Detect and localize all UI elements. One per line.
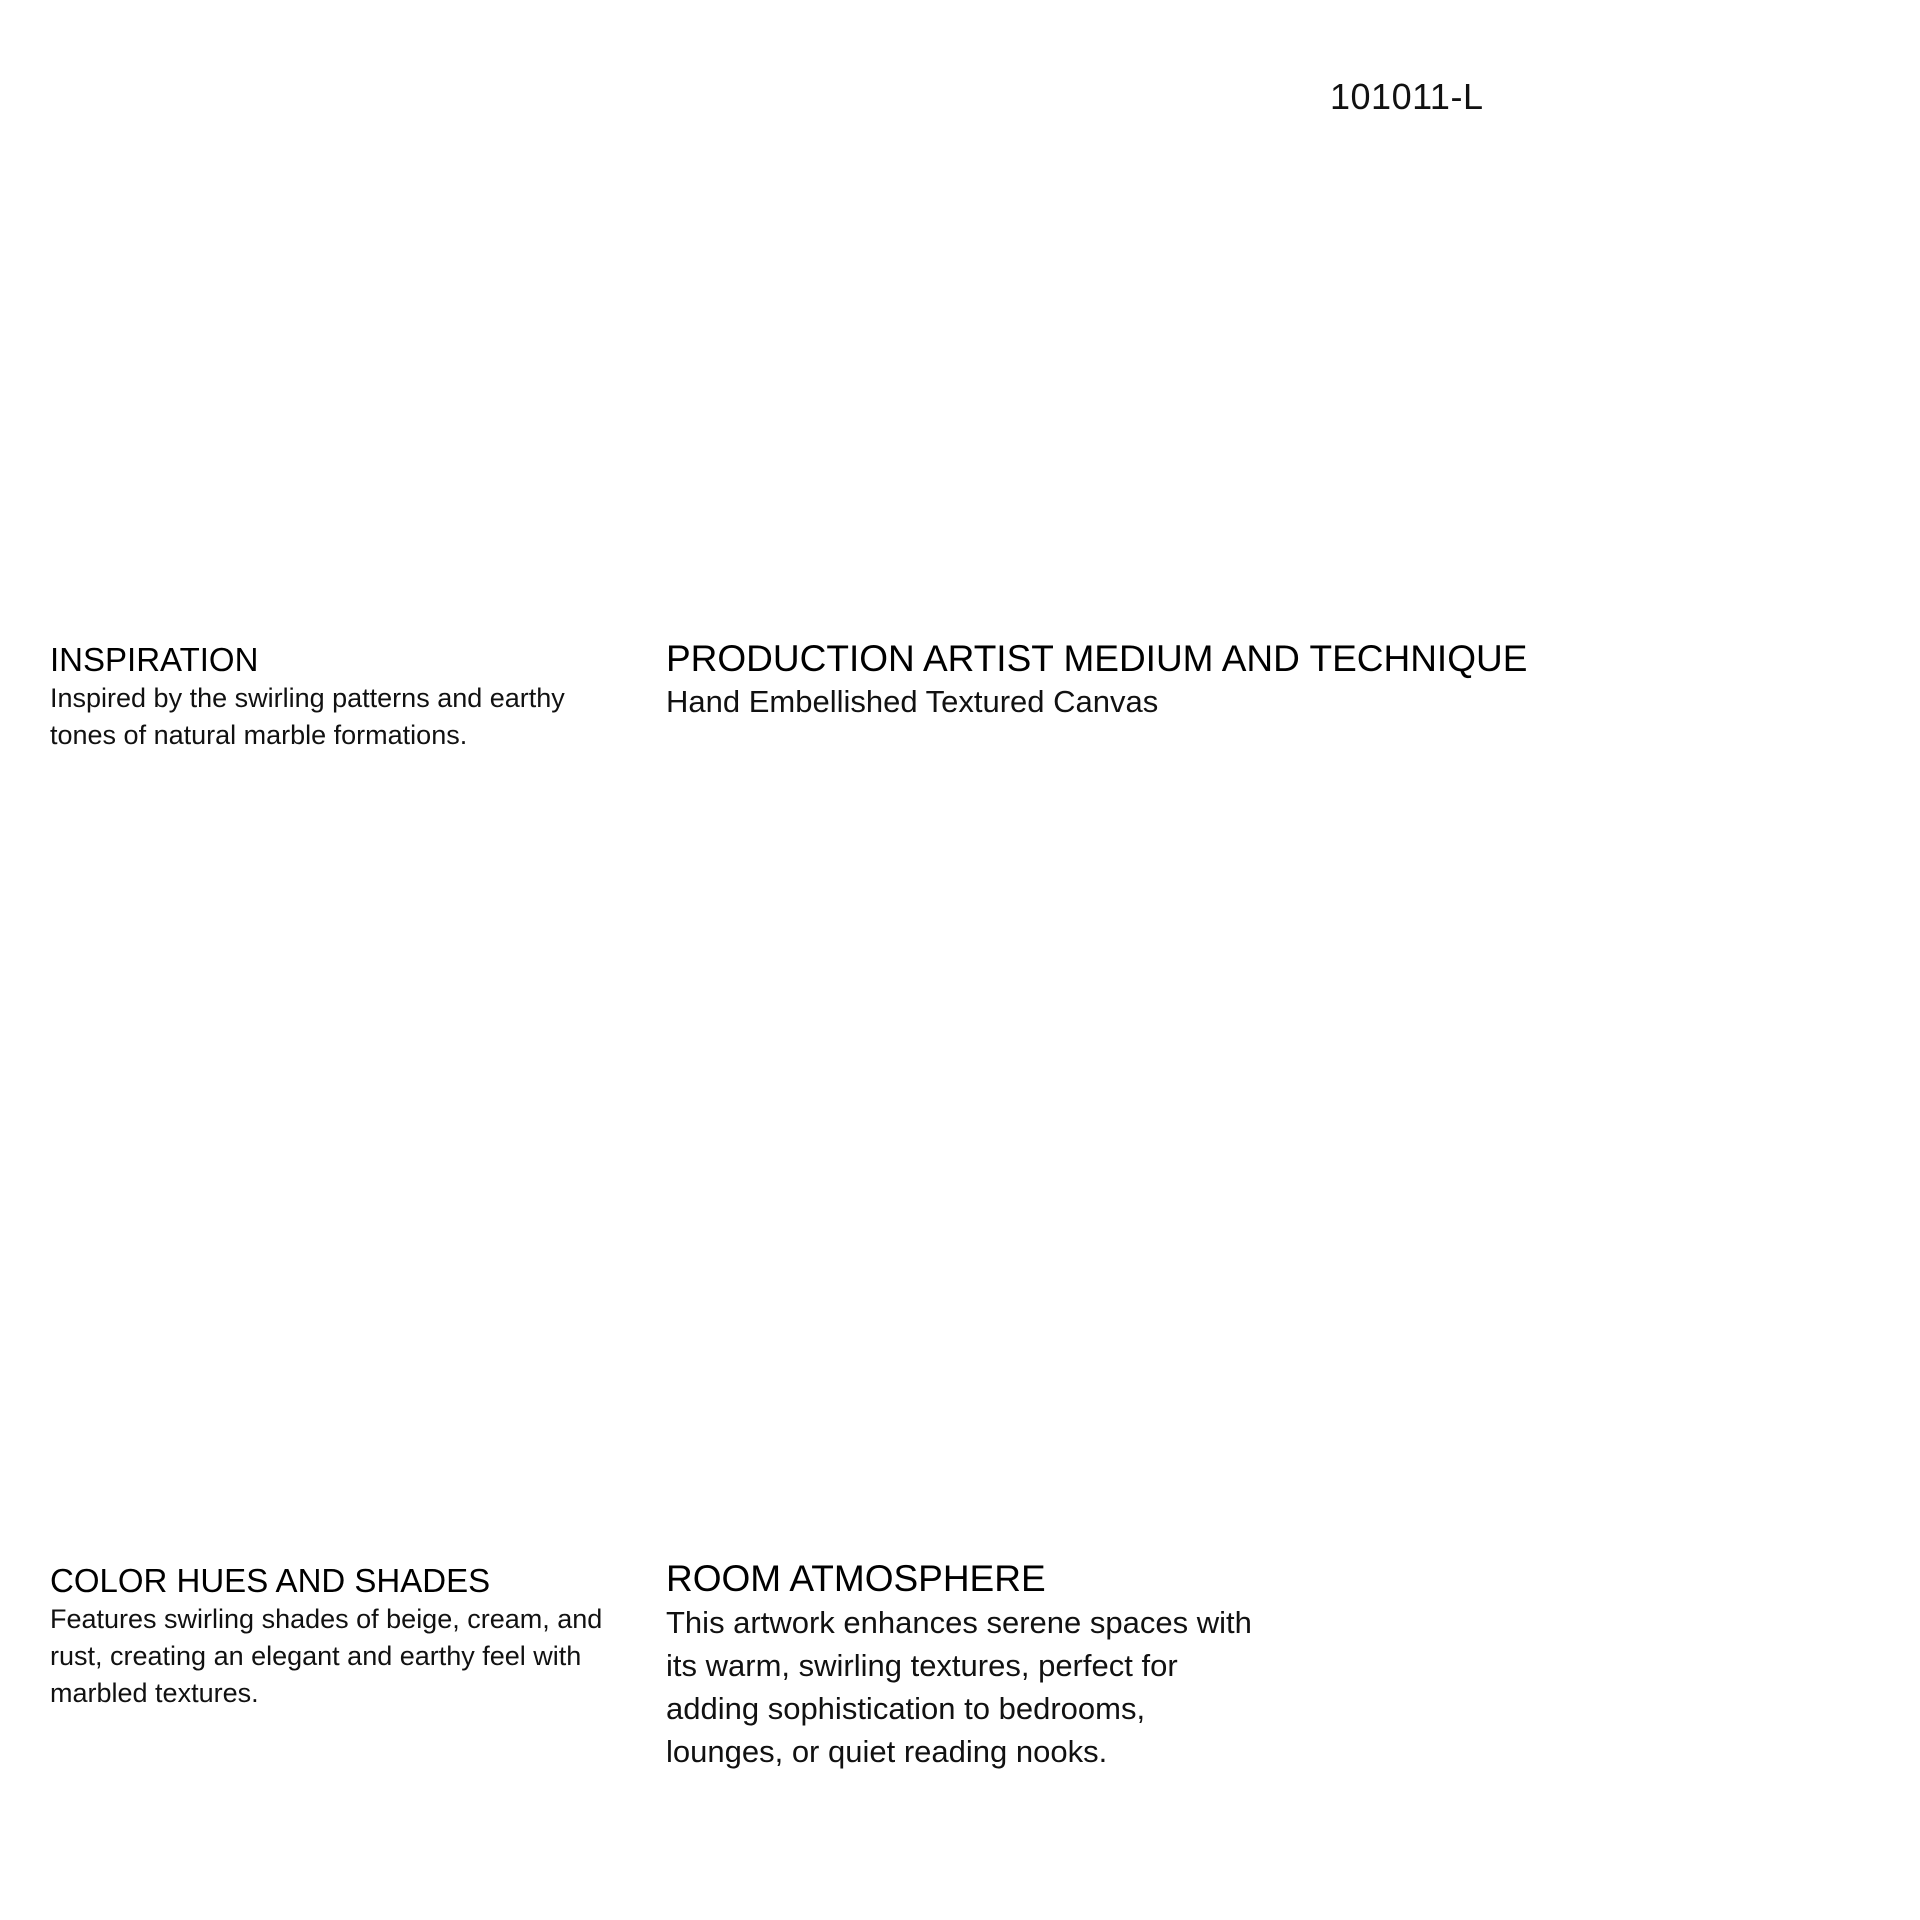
production-text: Hand Embellished Textured Canvas — [666, 684, 1159, 719]
room-atmosphere-text: This artwork enhances serene spaces with its warm, swirling textures, perfect for adding sophistication to bedrooms, lounges, or quiet reading nooks. — [666, 1605, 1252, 1769]
inspiration-heading: INSPIRATION — [50, 641, 259, 678]
production-heading: PRODUCTION ARTIST MEDIUM AND TECHNIQUE — [666, 638, 1528, 679]
room-atmosphere-section — [666, 1557, 1266, 1773]
production-section — [666, 637, 1666, 723]
inspiration-section — [50, 640, 630, 754]
color-hues-heading: COLOR HUES AND SHADES — [50, 1562, 491, 1599]
color-hues-text: Features swirling shades of beige, cream, and rust, creating an elegant and earthy feel with marbled textures. — [50, 1604, 603, 1708]
color-hues-section — [50, 1561, 640, 1712]
room-atmosphere-heading: ROOM ATMOSPHERE — [666, 1558, 1046, 1599]
inspiration-text: Inspired by the swirling patterns and earthy tones of natural marble formations. — [50, 683, 565, 750]
product-code: 101011-L — [1330, 76, 1484, 117]
